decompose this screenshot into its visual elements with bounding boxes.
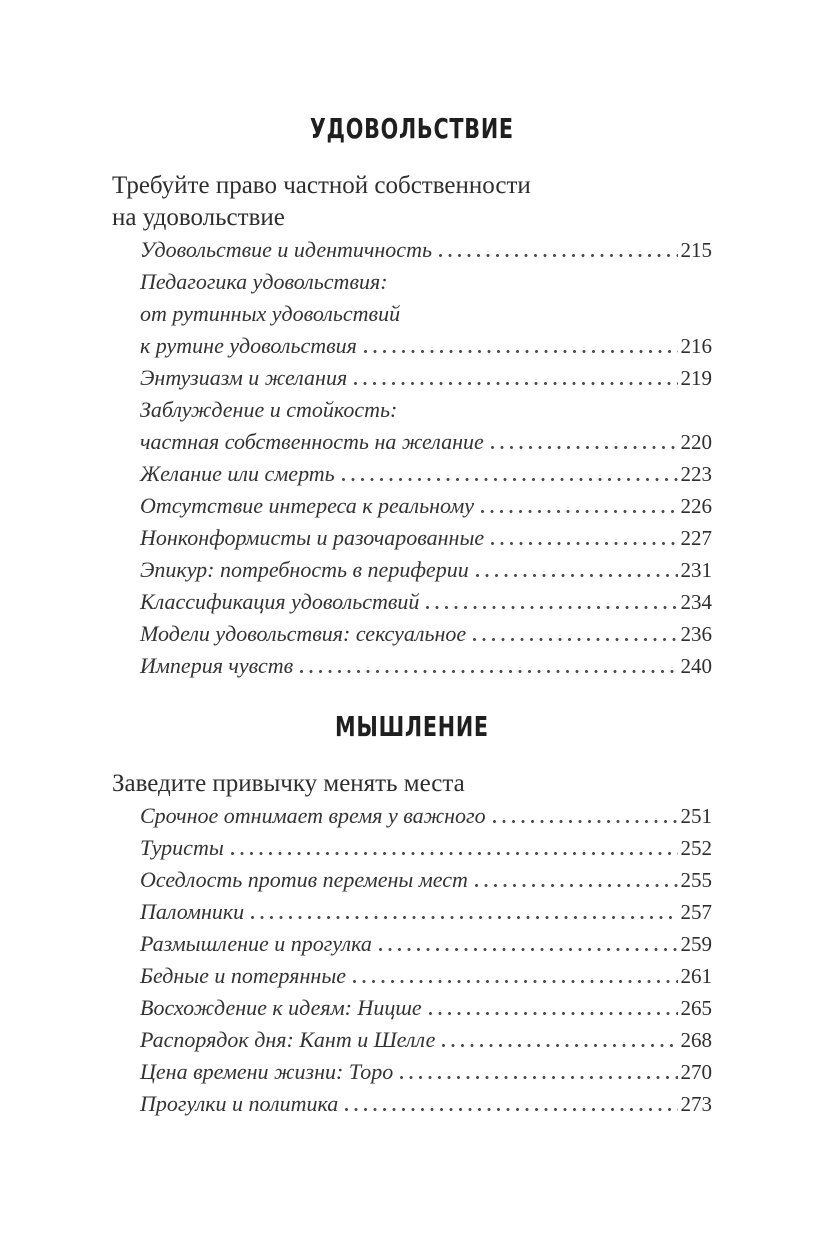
entry-title: Классификация удовольствий	[140, 589, 420, 614]
dot-leader	[251, 916, 677, 919]
entry-line	[112, 650, 712, 682]
entry-title: Оседлость против перемены мест	[140, 867, 468, 892]
entry-line	[112, 426, 712, 458]
toc-section	[112, 112, 712, 682]
entry-line	[112, 1024, 712, 1056]
chapter-title-line: на удовольствие	[112, 204, 285, 231]
entry-title: от рутинных удовольствий	[140, 301, 401, 326]
dot-leader	[475, 884, 678, 887]
dot-leader	[429, 1012, 678, 1015]
chapter-title	[112, 768, 712, 800]
entry-title: Модели удовольствия: сексуальное	[140, 621, 467, 646]
page-number: 231	[680, 558, 712, 582]
toc-entry	[112, 234, 712, 266]
dot-leader	[439, 254, 678, 257]
entry-title: Восхождение к идеям: Ницше	[140, 995, 422, 1020]
entry-title: Желание или смерть	[140, 461, 335, 486]
entry-line	[112, 490, 712, 522]
toc-entry	[112, 864, 712, 896]
entry-list	[112, 234, 712, 682]
dot-leader	[491, 446, 678, 449]
page-number: 257	[680, 900, 712, 924]
entry-title: Цена времени жизни: Торо	[140, 1059, 394, 1084]
entry-line	[112, 234, 712, 266]
toc-entry	[112, 490, 712, 522]
dot-leader	[476, 574, 678, 577]
toc-entry	[112, 650, 712, 682]
toc-entry	[112, 800, 712, 832]
entry-line	[112, 458, 712, 490]
dot-leader	[400, 1076, 677, 1079]
chapter-title-line: Требуйте право частной собственности	[112, 172, 531, 199]
section-heading-text: УДОВОЛЬСТВИЕ	[310, 112, 514, 145]
page-number: 261	[680, 964, 712, 988]
toc-entry	[112, 394, 712, 458]
toc-entry	[112, 992, 712, 1024]
entry-line	[112, 800, 712, 832]
entry-list	[112, 800, 712, 1120]
entry-title: Энтузиазм и желания	[140, 365, 348, 390]
entry-title: Отсутствие интереса к реальному	[140, 493, 474, 518]
page-number: 227	[680, 526, 712, 550]
entry-line	[112, 618, 712, 650]
chapter-title	[112, 170, 712, 234]
dot-leader	[493, 820, 678, 823]
dot-leader	[364, 350, 678, 353]
page-number: 259	[680, 932, 712, 956]
entry-title: частная собственность на желание	[140, 429, 484, 454]
entry-line	[112, 864, 712, 896]
entry-title: Империя чувств	[140, 653, 294, 678]
entry-title: Педагогика удовольствия:	[140, 269, 388, 294]
toc-entry	[112, 554, 712, 586]
dot-leader	[300, 670, 677, 673]
entry-title: Срочное отнимает время у важного	[140, 803, 486, 828]
entry-line	[112, 928, 712, 960]
entry-line	[112, 1056, 712, 1088]
entry-line	[112, 960, 712, 992]
entry-line	[112, 394, 712, 426]
page-number: 273	[680, 1092, 712, 1116]
entry-line	[112, 992, 712, 1024]
dot-leader	[481, 510, 678, 513]
table-of-contents	[112, 112, 712, 1120]
entry-title: Паломники	[140, 899, 245, 924]
page-number: 215	[680, 238, 712, 262]
section-heading	[112, 112, 712, 148]
toc-section	[112, 710, 712, 1120]
toc-entry	[112, 458, 712, 490]
page-number: 255	[680, 868, 712, 892]
page-number: 251	[680, 804, 712, 828]
dot-leader	[354, 382, 677, 385]
entry-title: Эпикур: потребность в периферии	[140, 557, 469, 582]
toc-entry	[112, 586, 712, 618]
entry-title: Заблуждение и стойкость:	[140, 397, 398, 422]
section-heading	[112, 710, 712, 746]
entry-line	[112, 554, 712, 586]
page-number: 223	[680, 462, 712, 486]
dot-leader	[231, 852, 678, 855]
entry-line	[112, 362, 712, 394]
dot-leader	[491, 542, 677, 545]
entry-line	[112, 266, 712, 298]
entry-title: к рутине удовольствия	[140, 333, 357, 358]
entry-title: Размышление и прогулка	[140, 931, 372, 956]
toc-entry	[112, 832, 712, 864]
toc-entry	[112, 896, 712, 928]
entry-line	[112, 330, 712, 362]
toc-entry	[112, 1088, 712, 1120]
toc-entry	[112, 960, 712, 992]
entry-line	[112, 522, 712, 554]
page-number: 268	[680, 1028, 712, 1052]
page-number: 216	[680, 334, 712, 358]
page-number: 234	[680, 590, 712, 614]
dot-leader	[353, 980, 678, 983]
page-number: 220	[680, 430, 712, 454]
entry-line	[112, 896, 712, 928]
entry-line	[112, 586, 712, 618]
dot-leader	[345, 1108, 677, 1111]
toc-entry	[112, 928, 712, 960]
page-number: 240	[680, 654, 712, 678]
toc-entry	[112, 618, 712, 650]
chapter-title-line: Заведите привычку менять места	[112, 770, 465, 797]
page-number: 265	[680, 996, 712, 1020]
dot-leader	[342, 478, 678, 481]
section-heading-text: МЫШЛЕНИЕ	[335, 710, 489, 743]
dot-leader	[379, 948, 678, 951]
dot-leader	[473, 638, 677, 641]
entry-title: Нонконформисты и разочарованные	[140, 525, 485, 550]
toc-entry	[112, 522, 712, 554]
entry-line	[112, 832, 712, 864]
toc-entry	[112, 266, 712, 362]
entry-title: Туристы	[140, 835, 224, 860]
entry-line	[112, 298, 712, 330]
toc-entry	[112, 362, 712, 394]
page-number: 219	[680, 366, 712, 390]
toc-entry	[112, 1056, 712, 1088]
page-number: 236	[680, 622, 712, 646]
entry-title: Распорядок дня: Кант и Шелле	[140, 1027, 436, 1052]
page-number: 226	[680, 494, 712, 518]
entry-title: Бедные и потерянные	[140, 963, 346, 988]
entry-line	[112, 1088, 712, 1120]
entry-title: Прогулки и политика	[140, 1091, 339, 1116]
dot-leader	[426, 606, 677, 609]
page-number: 252	[680, 836, 712, 860]
toc-entry	[112, 1024, 712, 1056]
entry-title: Удовольствие и идентичность	[140, 237, 432, 262]
dot-leader	[442, 1044, 677, 1047]
page-number: 270	[680, 1060, 712, 1084]
